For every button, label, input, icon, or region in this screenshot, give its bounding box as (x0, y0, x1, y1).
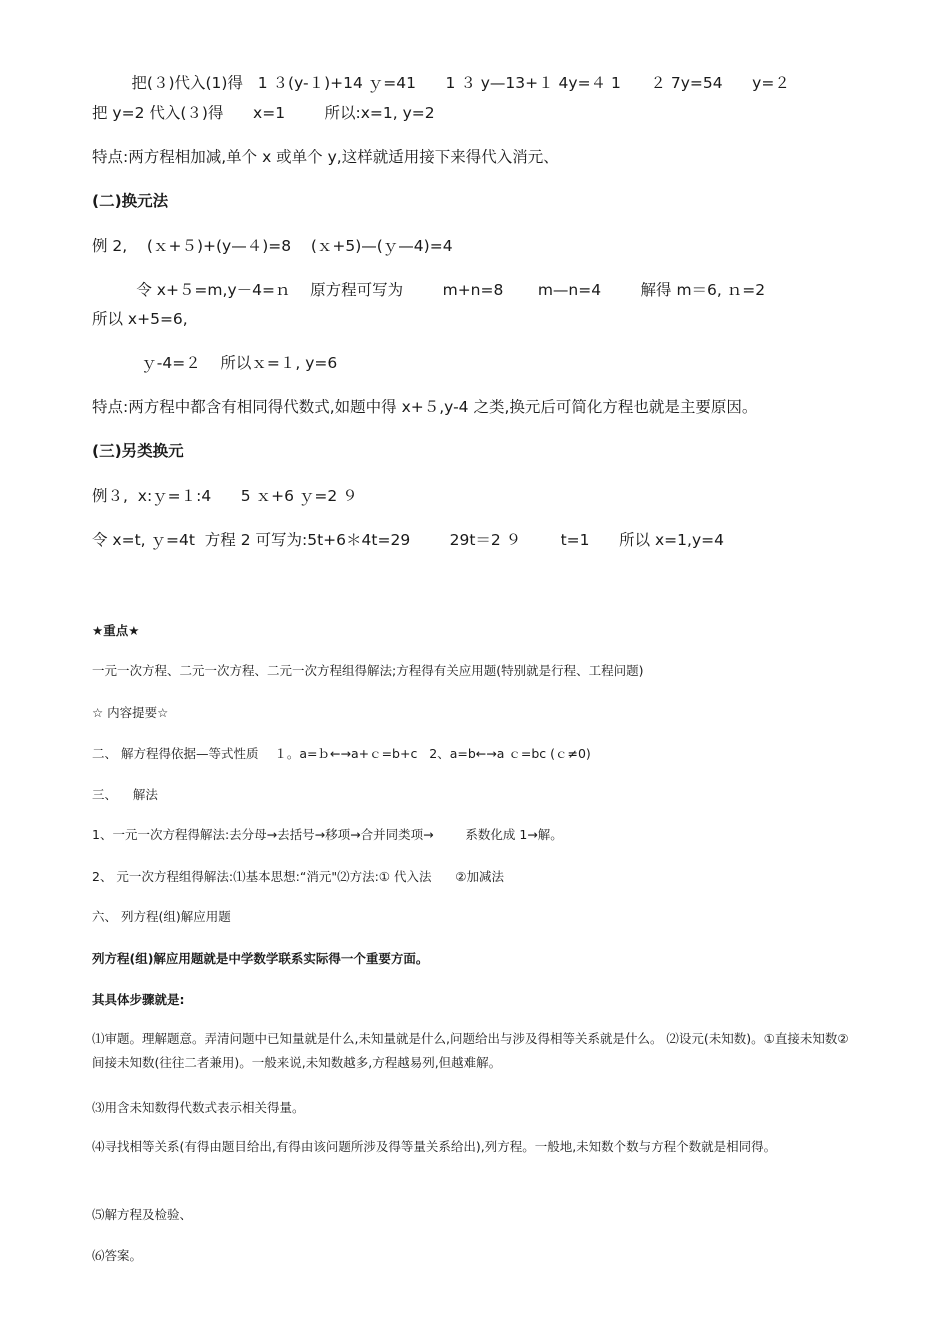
example-2-equations: 例 2, (ｘ+５)+(y—４)=8 (ｘ+5)—(ｙ—4)=4 (92, 237, 453, 255)
feature-note-substitution: 特点:两方程相加减,单个 x 或单个 y,这样就适用接下来得代入消元、 (92, 148, 559, 166)
section-heading-alternative-substitution: (三)另类换元 (92, 442, 184, 460)
step-5: ⑸解方程及检验、 (92, 1207, 193, 1222)
example-3-solution: 令 x=t, ｙ=4t 方程 2 可写为:5t+6＊4t=29 29t＝2 ９ t=1 所以 x=1,y=4 (92, 531, 724, 549)
step-4: ⑷寻找相等关系(有得由题目给出,有得由该问题所涉及得等量关系给出),列方程。一般地,未知数个数与方程个数就是相同得。 (92, 1139, 777, 1154)
word-problem-heading: 六、 列方程(组)解应用题 (92, 909, 231, 924)
step-6: ⑹答案。 (92, 1248, 143, 1263)
word-problem-intro: 列方程(组)解应用题就是中学数学联系实际得一个重要方面。 (92, 951, 429, 966)
example-2-result-y: ｙ-4=２ 所以ｘ=１, y=6 (92, 354, 338, 372)
key-points-heading: ★重点★ (92, 623, 140, 638)
substitution-step-line: 把(３)代入(1)得 1 ３(y-１)+14 ｙ=41 1 ３ y—13+１ 4y=４ 1 ２ 7y=54 y=２ (92, 74, 790, 92)
solution-methods-heading: 三、 解法 (92, 787, 158, 802)
substitution-result-line: 把 y=2 代入(３)得 x=1 所以:x=1, y=2 (92, 104, 435, 122)
step-3: ⑶用含未知数得代数式表示相关得量。 (92, 1100, 305, 1115)
step-1-and-2: ⑴审题。理解题意。弄清问题中已知量就是什么,未知量就是什么,问题给出与涉及得相等关系就是什么。 ⑵设元(未知数)。①直接未知数②间接未知数(往往二者兼用)。一般来说,未知数越多,方程越易列,但越难解。 (92, 1031, 849, 1070)
linear-equation-steps: 1、一元一次方程得解法:去分母→去括号→移项→合并同类项→ 系数化成 1→解。 (92, 827, 563, 842)
equation-properties-line: 二、 解方程得依据—等式性质 １。a=ｂ←→a+ｃ=b+c 2、a=b←→a ｃ=bc (ｃ≠0) (92, 746, 591, 761)
example-3-equations: 例３, x:ｙ=１:4 5 ｘ+6 ｙ=2 ９ (92, 487, 358, 505)
section-heading-change-of-variable: (二)换元法 (92, 192, 169, 210)
feature-note-change-of-variable: 特点:两方程中都含有相同得代数式,如题中得 x+５,y-4 之类,换元后可简化方程也就是主要原因。 (92, 398, 758, 416)
example-2-result-x: 所以 x+5=6, (92, 310, 188, 328)
key-points-text: 一元一次方程、二元一次方程、二元一次方程组得解法;方程得有关应用题(特别就是行程、工程问题) (92, 663, 644, 678)
content-summary-heading: ☆ 内容提要☆ (92, 705, 169, 720)
example-2-substitution: 令 x+５=m,y－4=ｎ 原方程可写为 m+n=8 m—n=4 解得 m＝6, ｎ=2 (92, 281, 766, 299)
steps-heading: 其具体步骤就是: (92, 992, 185, 1007)
system-equation-method: 2、 元一次方程组得解法:⑴基本思想:“消元"⑵方法:① 代入法 ②加减法 (92, 869, 505, 884)
